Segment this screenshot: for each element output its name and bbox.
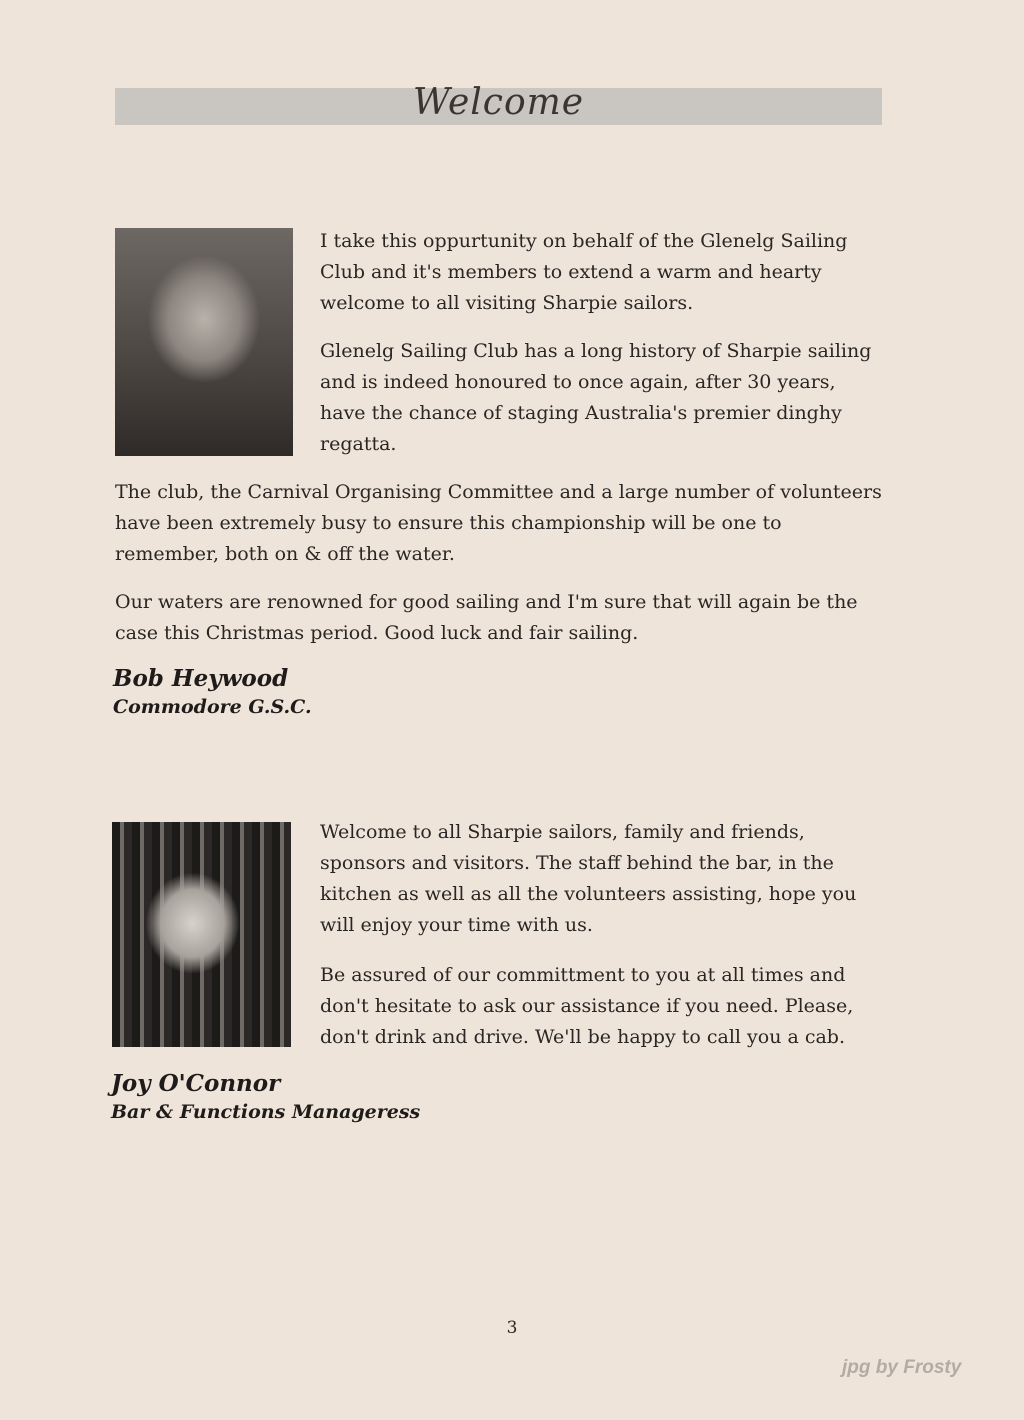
text-line: have been extremely busy to ensure this championship will be one to bbox=[115, 512, 782, 534]
signature-name: Bob Heywood bbox=[113, 665, 289, 692]
text-line: case this Christmas period. Good luck and fair sailing. bbox=[115, 622, 639, 644]
text-line: kitchen as well as all the volunteers assisting, hope you bbox=[320, 883, 857, 905]
club-paragraph bbox=[115, 477, 882, 570]
waters-paragraph bbox=[115, 587, 858, 649]
signature-name: Joy O'Connor bbox=[111, 1070, 281, 1097]
text-line: sponsors and visitors. The staff behind the bar, in the bbox=[320, 852, 834, 874]
text-line: and is indeed honoured to once again, after 30 years, bbox=[320, 371, 836, 393]
text-line: remember, both on & off the water. bbox=[115, 543, 455, 565]
text-line: have the chance of staging Australia's premier dinghy bbox=[320, 402, 842, 424]
text-line: regatta. bbox=[320, 433, 397, 455]
text-line: welcome to all visiting Sharpie sailors. bbox=[320, 292, 694, 314]
text-line: Club and it's members to extend a warm and hearty bbox=[320, 261, 822, 283]
history-paragraph bbox=[320, 336, 871, 460]
welcome-paragraph bbox=[320, 817, 856, 941]
text-line: will enjoy your time with us. bbox=[320, 914, 593, 936]
commodore-signature bbox=[113, 665, 312, 718]
text-line: Our waters are renowned for good sailing and I'm sure that will again be the bbox=[115, 591, 858, 613]
commodore-photo bbox=[115, 228, 293, 456]
watermark: jpg by Frosty bbox=[842, 1357, 962, 1378]
assured-paragraph bbox=[320, 960, 853, 1053]
signature-title: Bar & Functions Manageress bbox=[111, 1101, 421, 1123]
text-line: Welcome to all Sharpie sailors, family and friends, bbox=[320, 821, 805, 843]
text-line: Glenelg Sailing Club has a long history of Sharpie sailing bbox=[320, 340, 872, 362]
page-number: 3 bbox=[506, 1318, 518, 1338]
text-line: The club, the Carnival Organising Committee and a large number of volunteers bbox=[115, 481, 882, 503]
manageress-signature bbox=[111, 1070, 420, 1123]
text-line: don't hesitate to ask our assistance if you need. Please, bbox=[320, 995, 854, 1017]
signature-title: Commodore G.S.C. bbox=[113, 696, 312, 718]
text-line: Be assured of our committment to you at all times and bbox=[320, 964, 846, 986]
text-line: I take this oppurtunity on behalf of the Glenelg Sailing bbox=[320, 230, 848, 252]
title-banner bbox=[115, 82, 882, 125]
page-title: Welcome bbox=[412, 82, 585, 123]
intro-paragraph bbox=[320, 226, 847, 319]
text-line: don't drink and drive. We'll be happy to call you a cab. bbox=[320, 1026, 846, 1048]
manageress-photo bbox=[112, 822, 291, 1047]
